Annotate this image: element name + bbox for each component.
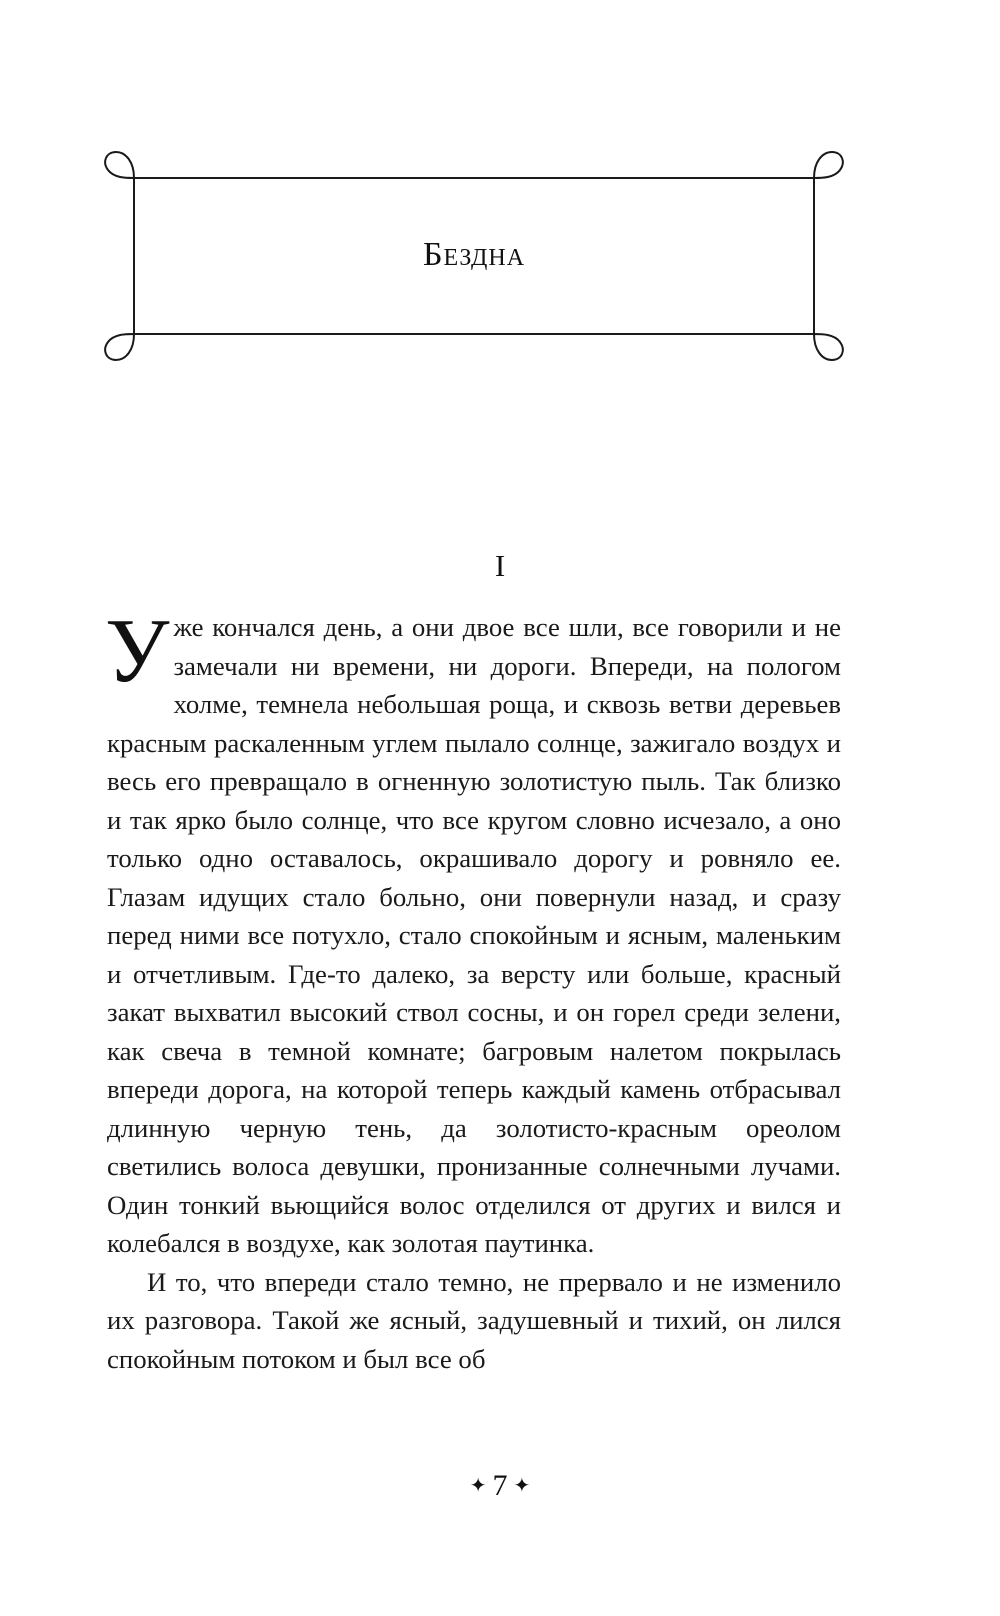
paragraph-1-text: же кончался день, а они двое все шли, все говорили и не замечали ни времени, ни дороги. Впереди, на пологом холме, темнела небольшая роща, и сквозь ветви деревьев красным раскаленным углем пылало солнце, зажигало воздух и весь его превращало в огненную золотистую пыль. Так близко и так ярко было солнце, что все кругом словно исчезало, а оно только одно оставалось, окрашивало дорогу и ровняло ее. Глазам идущих стало больно, они повернули назад, и сразу перед ними все потухло, стало спокойным и ясным, маленьким и отчетливым. Где-то далеко, за версту или больше, красный закат выхватил высокий ствол сосны, и он горел среди зелени, как свеча в темной комнате; багровым налетом покрылась впереди дорога, на которой теперь каждый камень отбрасывал длинную черную тень, да золотисто-красным ореолом светились волоса девушки, пронизанные солнечными лучами. Один тонкий вьющийся волос отделился от других и вился и колебался в воздухе, как золотая паутинка. <box>107 612 841 1258</box>
chapter-title-frame <box>104 148 844 364</box>
drop-cap: У <box>105 600 170 701</box>
ornament-left-icon: ✦ <box>469 1475 487 1497</box>
chapter-title: Бездна <box>422 236 526 273</box>
paragraph-1 <box>105 600 841 1263</box>
paragraph-2: И то, что впереди стало темно, не прервало и не изменило их разговора. Такой же ясный, задушевный и тихий, он лился спокойным потоком и был все об <box>107 1266 841 1374</box>
body-text <box>105 600 841 1378</box>
section-number: I <box>494 548 506 583</box>
ornament-right-icon: ✦ <box>513 1475 531 1497</box>
page-footer <box>0 1469 1000 1503</box>
page-number: 7 <box>492 1469 508 1502</box>
